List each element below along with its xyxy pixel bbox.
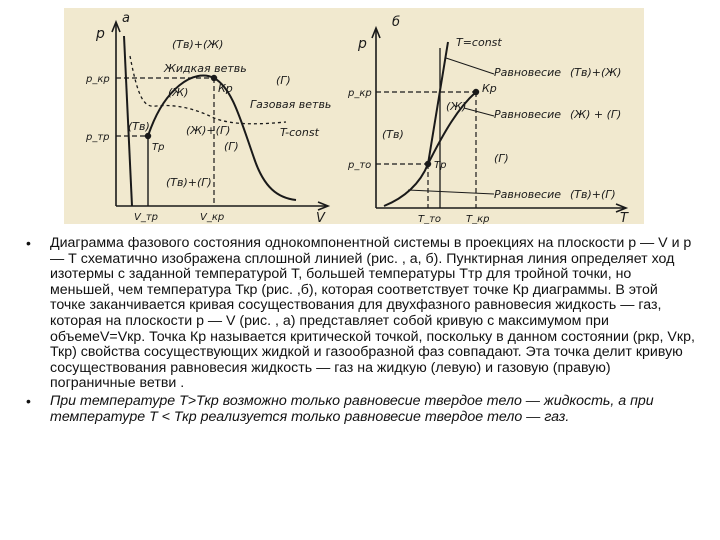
left-panel-letter: а — [122, 11, 130, 26]
right-equilibrium-bottom: Равновесие — [494, 188, 561, 201]
left-y-axis-label: p — [96, 26, 105, 42]
left-gas-branch-curve — [214, 78, 296, 200]
left-gas-branch-label: Газовая ветвь — [250, 98, 332, 111]
right-isotherm-label: T=const — [456, 36, 502, 49]
left-critical-point — [212, 76, 217, 81]
panel-b-labels — [347, 15, 629, 224]
left-pkr-label: p_кр — [86, 74, 110, 85]
left-isotherm-label: T-const — [280, 126, 319, 139]
left-phase-tb-zh: (Тв)+(Ж) — [172, 38, 224, 51]
left-point-kr: Кр — [218, 82, 233, 95]
left-x-axis-label: V — [316, 211, 325, 224]
bullet-item-2 — [26, 394, 696, 425]
right-point-tr: Тр — [434, 160, 447, 171]
right-equilibrium-top: Равновесие — [494, 66, 561, 79]
left-phase-g-top: (Г) — [276, 74, 291, 87]
left-phase-zh-g: (Ж)+(Г) — [186, 124, 231, 137]
left-vtr-label: V_тр — [134, 212, 159, 223]
right-equilibrium-mid: Равновесие — [494, 108, 561, 121]
right-tto-label: T_то — [418, 214, 442, 224]
right-leader-top — [446, 58, 494, 74]
right-eq-mid-phases: (Ж) + (Г) — [570, 108, 622, 121]
right-tkr-label: T_кр — [466, 214, 490, 224]
left-phase-tb: (Тв) — [128, 120, 150, 133]
left-phase-tb-g: (Тв)+(Г) — [166, 176, 212, 189]
left-phase-g-mid: (Г) — [224, 140, 239, 153]
left-triple-point — [146, 134, 151, 139]
right-triple-point — [426, 162, 431, 167]
left-liquid-branch-label: Жидкая ветвь — [164, 62, 247, 75]
right-sublimation-curve — [384, 164, 428, 206]
bullet-text-1: Диаграмма фазового состояния однокомпонентной системы в проекциях на плоскости р — V и р — Т схематично изображена сплошной линией (рис. , а, б). Пунктирная линия определяет ход изотермы с заданной температурой Т, большей температуры Ттр для тройной точки, но меньшей, чем температура Ткр (рис. ,б), которая соответствует точке Кр диаграммы. В этой точке заканчивается кривая сосуществования для двухфазного равновесия жидкость — газ, которая на плоскости р — V (рис. , а) представляет собой кривую с максимумом при объемеV=Vкр. Точка Кр называется критической точкой, поскольку в данном состоянии (ркр, Vкр, Ткр) свойства сосуществующих жидкой и газообразной фаз совпадают. Эта точка делит кривую сосуществования равновесия жидкость — газ на жидкую (левую) и газовую (правую) пограничные ветви . — [50, 235, 695, 392]
right-phase-zh: (Ж) — [446, 100, 467, 113]
right-critical-point — [474, 90, 479, 95]
left-ptr-label: p_тр — [86, 132, 110, 143]
left-phase-zh: (Ж) — [168, 86, 189, 99]
left-vkr-label: V_кр — [200, 212, 225, 223]
right-phase-g: (Г) — [494, 152, 509, 165]
bullet-text-2: При температуре Т>Ткр возможно только равновесие твердое тело — жидкость, а при температуре Т < Ткр реализуется только равновесие твердое тело — газ. — [50, 392, 654, 425]
right-point-kr: Кр — [482, 82, 497, 95]
phase-diagram-svg — [64, 8, 644, 224]
bullet-item-1 — [26, 236, 696, 392]
panel-a-labels — [85, 11, 331, 224]
phase-diagram-figure — [64, 8, 644, 224]
right-leader-bottom — [408, 190, 494, 194]
right-eq-bottom-phases: (Тв)+(Г) — [570, 188, 616, 201]
right-phase-tb: (Тв) — [382, 128, 404, 141]
right-pkr-label: p_кр — [348, 88, 372, 99]
bullet-marker: • — [26, 392, 31, 409]
right-leader-mid — [464, 108, 494, 116]
right-x-axis-label: T — [620, 211, 628, 224]
right-y-axis-label: p — [358, 36, 367, 52]
right-panel-letter: б — [392, 15, 401, 30]
bullet-list — [26, 236, 696, 427]
right-pto-label: p_то — [348, 160, 372, 171]
left-point-tr: Тр — [152, 142, 165, 153]
bullet-marker: • — [26, 235, 31, 251]
right-eq-top-phases: (Тв)+(Ж) — [570, 66, 622, 79]
